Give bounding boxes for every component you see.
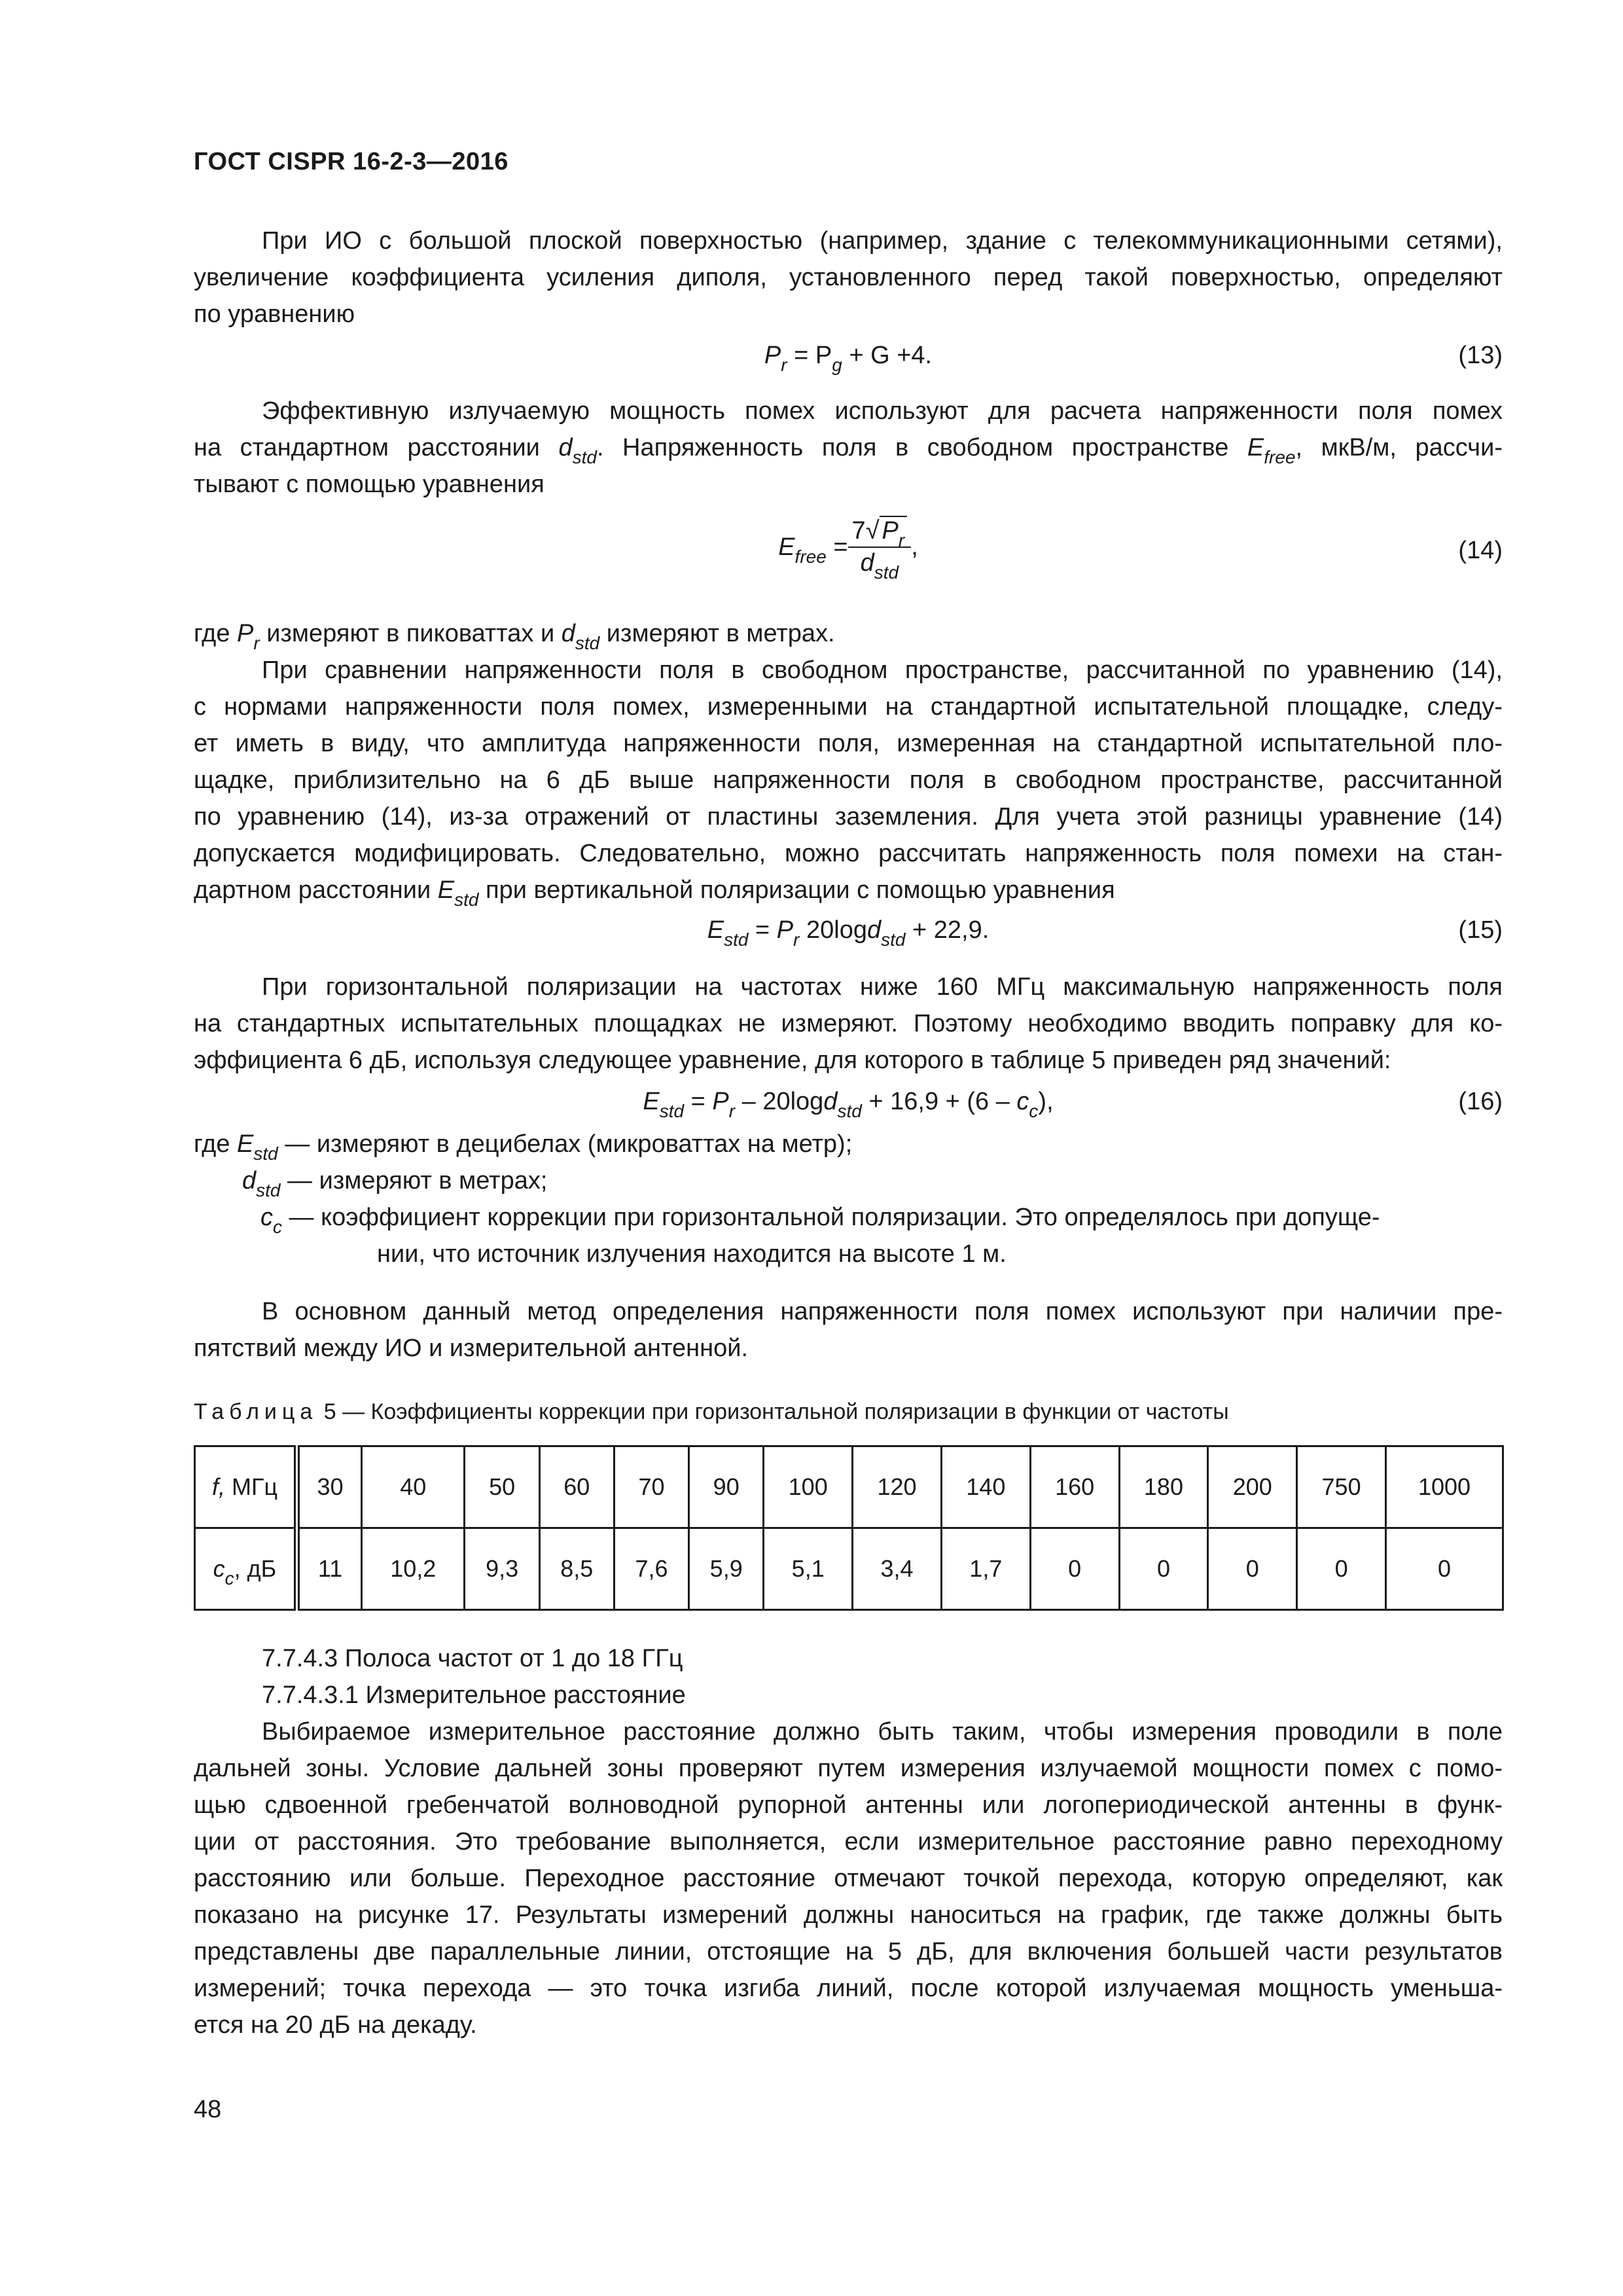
text-line: измерений; точка перехода — это точка изгиба линий, после которой излучаемая мощность уменьша- <box>194 1975 1503 2002</box>
section-heading: 7.7.4.3 Полоса частот от 1 до 18 ГГц <box>262 1645 683 1672</box>
text-line: ет иметь в виду, что амплитуда напряженности поля, измеренная на стандартной испытательной пло- <box>194 730 1503 757</box>
eq-symbol: P <box>712 1088 729 1115</box>
eq-text: , <box>911 533 918 561</box>
eq-text: = <box>826 533 848 561</box>
table-cell: 9,3 <box>465 1528 539 1610</box>
table-row <box>195 1528 1503 1610</box>
paragraph-4 <box>194 969 1503 1079</box>
table-caption <box>194 1399 1229 1425</box>
eq-text: + 22,9. <box>905 916 990 944</box>
table-cell: 70 <box>614 1446 688 1528</box>
text-line: Эффективную излучаемую мощность помех используют для расчета напряженности поля помех <box>262 397 1503 425</box>
table-caption-text: 5 — Коэффициенты коррекции при горизонтальной поляризации в функции от частоты <box>317 1399 1229 1424</box>
text-line: ции от расстояния. Это требование выполняется, если измерительное расстояние равно переходному <box>194 1828 1503 1856</box>
table-cell: 11 <box>297 1528 362 1610</box>
text-line: увеличение коэффициента усиления диполя, установленного перед такой поверхностью, определяют <box>194 264 1503 291</box>
text-line: В основном данный метод определения напряженности поля помех используют при наличии пре- <box>262 1298 1503 1325</box>
eq-symbol: c <box>213 1555 225 1582</box>
eq-symbol: d <box>860 549 874 577</box>
eq-subscript: free <box>1264 447 1296 467</box>
eq-subscript: std <box>572 447 597 467</box>
eq-symbol: d <box>561 620 575 647</box>
text-line <box>194 872 1503 908</box>
table-cell: 5,9 <box>689 1528 764 1610</box>
eq-symbol: d <box>823 1088 838 1115</box>
table-cell: 10,2 <box>362 1528 465 1610</box>
eq-symbol: E <box>707 916 724 944</box>
eq-text: = P <box>787 342 832 369</box>
table-cell: 30 <box>297 1446 362 1528</box>
text-fragment: где <box>194 1130 238 1158</box>
eq-symbol: P <box>237 620 254 647</box>
text-fragment: МГц <box>224 1473 278 1500</box>
where-row-cc <box>260 1199 1503 1272</box>
table-cell: 40 <box>362 1446 465 1528</box>
equation-number: (14) <box>1458 537 1503 564</box>
table-cell: 1000 <box>1385 1446 1503 1528</box>
eq-symbol: d <box>866 916 882 944</box>
equation-14 <box>194 517 1503 596</box>
table-cell: 90 <box>689 1446 764 1528</box>
eq-text: – 20log <box>735 1088 824 1115</box>
eq-text: + 16,9 + (6 – <box>861 1088 1017 1115</box>
paragraph-1 <box>194 223 1503 332</box>
text-line: эффициента 6 дБ, используя следующее уравнение, для которого в таблице 5 приведен ряд значений: <box>194 1047 1391 1074</box>
text-fragment: — измеряют в метрах; <box>280 1167 548 1194</box>
page-number: 48 <box>194 2096 222 2123</box>
eq-subscript: std <box>454 889 479 910</box>
eq-subscript: free <box>794 546 827 567</box>
text-line: нии, что источник излучения находится на высоте 1 м. <box>377 1240 1007 1268</box>
text-fragment: измеряют в пиковаттах и <box>259 620 562 647</box>
eq-symbol: P <box>882 517 899 545</box>
eq-subscript: r <box>728 1101 736 1121</box>
text-line: допускается модифицировать. Следовательно, можно рассчитать напряженность поля помехи на стан- <box>194 840 1503 867</box>
table-header-cell <box>195 1528 297 1610</box>
text-fragment: — измеряют в децибелах (микроваттах на метр); <box>277 1130 853 1158</box>
table-cell: 5,1 <box>764 1528 853 1610</box>
eq-symbol: E <box>237 1130 254 1158</box>
eq-subscript: r <box>253 633 260 653</box>
eq-text: + G +4. <box>842 342 933 369</box>
text-line <box>260 1199 1503 1236</box>
text-line: При сравнении напряженности поля в свободном пространстве, рассчитанной по уравнению (14), <box>262 656 1503 684</box>
equation-expression <box>194 517 1503 583</box>
eq-subscript: std <box>881 929 906 950</box>
paragraph-6 <box>194 1713 1503 2043</box>
text-line: При горизонтальной поляризации на частотах ниже 160 МГц максимальную напряженность поля <box>262 973 1503 1001</box>
eq-symbol: f, <box>211 1473 225 1500</box>
eq-subscript: c <box>273 1217 282 1237</box>
table-cell: 60 <box>539 1446 614 1528</box>
equation-number: (16) <box>1458 1088 1503 1115</box>
fraction-numerator: 7√ $P_r$ <box>848 517 912 548</box>
table-cell: 750 <box>1297 1446 1386 1528</box>
table-cell: 160 <box>1030 1446 1119 1528</box>
fraction <box>848 517 912 583</box>
eq-subscript: r <box>781 355 787 375</box>
eq-subscript: std <box>575 633 600 653</box>
table-cell: 120 <box>853 1446 942 1528</box>
text-line: тывают с помощью уравнения <box>194 471 544 498</box>
table-cell: 140 <box>941 1446 1030 1528</box>
coefficients-table <box>194 1445 1504 1611</box>
paragraph-5 <box>194 1293 1503 1367</box>
table-cell: 0 <box>1385 1528 1503 1610</box>
paragraph-3 <box>194 652 1503 908</box>
table-cell: 180 <box>1119 1446 1208 1528</box>
table-cell: 200 <box>1208 1446 1297 1528</box>
eq-subscript: std <box>874 562 899 583</box>
equation-13 <box>194 342 1503 381</box>
eq-symbol: c <box>1016 1088 1029 1115</box>
text-line: дальней зоны. Условие дальней зоны проверяют путем измерения излучаемой мощности помех с помо- <box>194 1755 1503 1782</box>
eq-symbol: P <box>776 916 794 944</box>
eq-symbol: E <box>778 533 795 561</box>
text-fragment: , мкВ/м, рассчи- <box>1295 434 1503 461</box>
text-line <box>194 615 1503 652</box>
eq-text: = <box>684 1088 713 1115</box>
table-cell: 3,4 <box>853 1528 942 1610</box>
text-line <box>194 429 1503 466</box>
text-line: на стандартных испытательных площадках не измеряют. Поэтому необходимо вводить поправку для ко- <box>194 1010 1503 1037</box>
equation-number: (13) <box>1458 342 1503 369</box>
eq-text: 7 <box>851 517 866 545</box>
paragraph-2 <box>194 393 1503 503</box>
text-fragment: дартном расстоянии <box>194 876 438 904</box>
text-line: ется на 20 дБ на декаду. <box>194 2011 477 2039</box>
text-line: щью сдвоенной гребенчатой волноводной рупорной антенны или логопериодической антенны в функ- <box>194 1791 1503 1819</box>
text-fragment: . Напряженность поля в свободном пространстве <box>596 434 1247 461</box>
eq-subscript: std <box>837 1101 862 1121</box>
eq-symbol: c <box>260 1204 273 1231</box>
fraction-denominator <box>848 548 912 583</box>
eq-text: ), <box>1038 1088 1054 1115</box>
text-fragment: где <box>194 620 238 647</box>
equation-number: (15) <box>1458 916 1503 944</box>
eq-subscript: std <box>659 1101 685 1121</box>
equation-15 <box>194 916 1503 956</box>
table-cell: 50 <box>465 1446 539 1528</box>
where-row-dstd <box>242 1162 1503 1199</box>
section-heading: 7.7.4.3.1 Измерительное расстояние <box>262 1681 686 1709</box>
eq-subscript: g <box>832 355 842 375</box>
table-cell: 7,6 <box>614 1528 688 1610</box>
eq-text: = <box>748 916 777 944</box>
table-cell: 8,5 <box>539 1528 614 1610</box>
text-fragment: — коэффициент коррекции при горизонтальной поляризации. Это определялось при допуще- <box>282 1204 1380 1231</box>
text-fragment: измеряют в метрах. <box>599 620 835 647</box>
where-row-estd <box>194 1126 1503 1162</box>
text-line: представлены две параллельные линии, отстоящие на 5 дБ, для включения большей части результатов <box>194 1938 1503 1965</box>
text-line: Выбираемое измерительное расстояние должно быть таким, чтобы измерения проводили в поле <box>262 1718 1503 1746</box>
equation-16 <box>194 1088 1503 1127</box>
section-headings <box>194 1640 1503 1713</box>
text-line: При ИО с большой плоской поверхностью (например, здание с телекоммуникационными сетями), <box>262 227 1503 255</box>
eq-subscript: c <box>224 1568 234 1588</box>
text-line: с нормами напряженности поля помех, измеренными на стандартной испытательной площадке, следу- <box>194 693 1503 721</box>
text-line: показано на рисунке 17. Результаты измерений должны наноситься на график, где также должны быть <box>194 1901 1503 1929</box>
eq-text: 20log <box>799 916 867 944</box>
eq-symbol: E <box>437 876 455 904</box>
text-line: по уравнению <box>194 300 355 328</box>
eq-symbol: d <box>558 434 573 461</box>
eq-subscript: std <box>253 1143 278 1164</box>
table-cell: 1,7 <box>941 1528 1030 1610</box>
text-line: по уравнению (14), из-за отражений от пластины заземления. Для учета этой разницы уравнение (14) <box>194 803 1503 831</box>
document-header: ГОСТ CISPR 16-2-3—2016 <box>194 148 508 175</box>
table-cell: 0 <box>1208 1528 1297 1610</box>
eq-symbol: d <box>242 1167 257 1194</box>
equation-expression <box>194 916 1503 950</box>
text-line: щадке, приблизительно на 6 дБ выше напряженности поля в свободном пространстве, рассчитанной <box>194 766 1503 794</box>
eq-symbol: P <box>764 342 781 369</box>
eq-subscript: r <box>793 929 800 950</box>
text-fragment: , дБ <box>234 1555 277 1582</box>
eq-subscript: std <box>724 929 749 950</box>
eq-symbol: E <box>643 1088 660 1115</box>
eq-symbol: E <box>1247 434 1264 461</box>
eq-subscript: std <box>256 1180 281 1200</box>
table-caption-label: Таблица <box>194 1399 318 1424</box>
text-line: пятствий между ИО и измерительной антенной. <box>194 1335 749 1362</box>
where-line-1 <box>194 615 1503 652</box>
text-line: расстоянию или больше. Переходное расстояние отмечают точкой перехода, которую определяют, как <box>194 1865 1503 1892</box>
table-header-cell <box>195 1446 297 1528</box>
table-cell: 0 <box>1297 1528 1386 1610</box>
table-row <box>195 1446 1503 1528</box>
equation-expression <box>194 342 1503 375</box>
eq-subscript: r <box>898 530 905 550</box>
table-cell: 100 <box>764 1446 853 1528</box>
text-fragment: на стандартном расстоянии <box>194 434 559 461</box>
eq-subscript: c <box>1029 1101 1039 1121</box>
radicand <box>880 516 908 550</box>
table-cell: 0 <box>1030 1528 1119 1610</box>
equation-expression <box>194 1088 1503 1121</box>
text-fragment: при вертикальной поляризации с помощью уравнения <box>478 876 1115 904</box>
table-cell: 0 <box>1119 1528 1208 1610</box>
